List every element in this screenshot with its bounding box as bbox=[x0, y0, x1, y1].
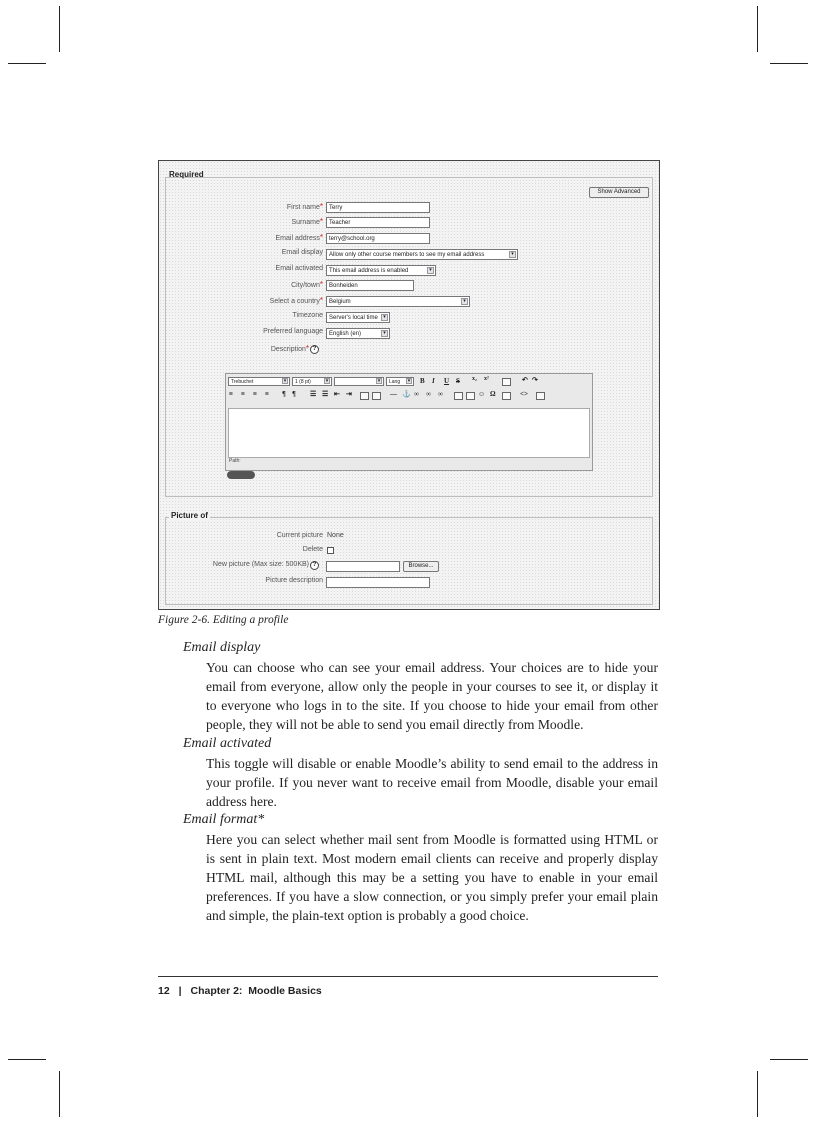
redo-icon[interactable]: ↷ bbox=[532, 376, 538, 384]
crop-mark bbox=[757, 6, 758, 52]
chevron-down-icon: ▾ bbox=[381, 330, 388, 337]
email-activated-select[interactable] bbox=[326, 265, 436, 276]
figure-caption: Figure 2-6. Editing a profile bbox=[158, 614, 289, 626]
picture-legend: Picture of bbox=[171, 511, 208, 520]
chevron-down-icon: ▾ bbox=[509, 251, 516, 258]
anchor-icon[interactable]: ⚓ bbox=[402, 390, 411, 398]
editor-help-button[interactable] bbox=[227, 471, 255, 479]
superscript-icon[interactable]: x² bbox=[484, 376, 489, 382]
city-input[interactable]: Bonheiden bbox=[326, 280, 414, 291]
html-source-icon[interactable]: <> bbox=[520, 390, 528, 398]
bold-button[interactable]: B bbox=[420, 377, 425, 385]
help-icon[interactable]: ? bbox=[310, 345, 319, 354]
editor-toolbar-top bbox=[226, 376, 592, 390]
link-icon[interactable]: ∞ bbox=[414, 390, 419, 398]
justify-icon[interactable]: ≡ bbox=[265, 390, 269, 398]
chevron-down-icon: ▾ bbox=[461, 298, 468, 305]
search-replace-icon[interactable] bbox=[502, 392, 511, 400]
editor-path-label: Path: bbox=[229, 458, 241, 464]
current-picture-label: Current picture bbox=[276, 532, 323, 539]
chevron-down-icon: ▾ bbox=[283, 378, 287, 384]
language-select[interactable] bbox=[326, 328, 390, 339]
insert-image-icon[interactable] bbox=[454, 392, 463, 400]
language-label: Preferred language bbox=[263, 328, 323, 335]
show-advanced-button[interactable]: Show Advanced bbox=[589, 187, 649, 198]
align-center-icon[interactable]: ≡ bbox=[241, 390, 245, 398]
footer-separator: | bbox=[178, 985, 182, 997]
editor-text-area[interactable] bbox=[228, 408, 590, 458]
nolink-icon[interactable]: ∞ bbox=[438, 390, 443, 398]
term-email-display: Email display bbox=[183, 640, 261, 655]
footer-rule bbox=[158, 976, 658, 977]
ltr-icon[interactable]: ¶ bbox=[282, 390, 286, 398]
definition-email-display: You can choose who can see your email address. Your choices are to hide your email from everyone, allow only the people in your courses to see it, or display it to everyone who logs in to the site. If you choose to hide your email from other people, they will not be able to send you email directly from Moodle. bbox=[206, 660, 658, 732]
surname-label: Surname* bbox=[291, 217, 323, 226]
new-picture-label: New picture (Max size: 500KB) bbox=[212, 561, 309, 568]
city-label: City/town* bbox=[291, 280, 323, 289]
first-name-label: First name* bbox=[286, 202, 323, 211]
chevron-down-icon: ▾ bbox=[427, 267, 434, 274]
crop-mark bbox=[59, 6, 60, 52]
editor-toolbar-bottom bbox=[226, 390, 592, 404]
email-address-label: Email address* bbox=[275, 233, 323, 242]
chevron-down-icon: ▾ bbox=[325, 378, 329, 384]
clean-html-icon[interactable] bbox=[502, 378, 511, 386]
italic-button[interactable]: I bbox=[432, 377, 435, 385]
html-editor bbox=[225, 373, 593, 471]
language-code-value: Lang bbox=[389, 379, 401, 385]
chapter-title: Chapter 2: Moodle Basics bbox=[190, 985, 322, 997]
email-address-input[interactable]: terry@school.org bbox=[326, 233, 430, 244]
align-left-icon[interactable]: ≡ bbox=[229, 390, 233, 398]
picture-description-input[interactable] bbox=[326, 577, 430, 588]
rtl-icon[interactable]: ¶ bbox=[292, 390, 296, 398]
insert-table-icon[interactable] bbox=[466, 392, 475, 400]
crop-mark bbox=[59, 1071, 60, 1117]
new-picture-input[interactable] bbox=[326, 561, 400, 572]
definition-email-activated: This toggle will disable or enable Moodle’s ability to send email to the address in your profile. If you never want to receive email from Moodle, disable your email address here. bbox=[206, 756, 658, 809]
term-email-activated: Email activated bbox=[183, 736, 272, 751]
background-color-icon[interactable] bbox=[372, 392, 381, 400]
timezone-label: Timezone bbox=[292, 312, 323, 319]
definition-email-format: Here you can select whether mail sent from Moodle is formatted using HTML or is sent in plain text. Most modern email clients can receive and properly display HTML mail, although this may be a setting you have to enable in your email preferences. If you have a slow connection, or you simply prefer your email plain and simple, the plain-text option is probably a good choice. bbox=[206, 832, 658, 923]
strikethrough-button[interactable]: S bbox=[456, 377, 460, 385]
profile-form-screenshot bbox=[158, 160, 660, 610]
country-select[interactable] bbox=[326, 296, 470, 307]
required-legend: Required bbox=[169, 170, 204, 179]
current-picture-value: None bbox=[327, 532, 344, 539]
style-select[interactable] bbox=[334, 377, 384, 386]
undo-icon[interactable]: ↶ bbox=[522, 376, 528, 384]
smiley-icon[interactable]: ☺ bbox=[478, 390, 486, 398]
crop-mark bbox=[770, 63, 808, 64]
underline-button[interactable]: U bbox=[444, 377, 450, 385]
font-family-select[interactable] bbox=[228, 377, 290, 386]
chevron-down-icon: ▾ bbox=[377, 378, 381, 384]
special-char-icon[interactable]: Ω bbox=[490, 390, 496, 398]
subscript-icon[interactable]: x₂ bbox=[472, 376, 477, 382]
delete-checkbox[interactable] bbox=[327, 547, 334, 554]
country-value: Belgium bbox=[329, 299, 351, 305]
align-right-icon[interactable]: ≡ bbox=[253, 390, 257, 398]
description-label: Description* bbox=[270, 344, 309, 353]
outdent-icon[interactable]: ⇤ bbox=[334, 390, 340, 398]
fullscreen-icon[interactable] bbox=[536, 392, 545, 400]
unlink-icon[interactable]: ∞ bbox=[426, 390, 431, 398]
crop-mark bbox=[770, 1059, 808, 1060]
email-display-label: Email display bbox=[281, 249, 323, 256]
chevron-down-icon: ▾ bbox=[407, 378, 411, 384]
crop-mark bbox=[8, 1059, 46, 1060]
language-value: English (en) bbox=[329, 331, 362, 337]
first-name-input[interactable]: Terry bbox=[326, 202, 430, 213]
crop-mark bbox=[8, 63, 46, 64]
browse-button[interactable]: Browse... bbox=[403, 561, 439, 572]
help-icon[interactable]: ? bbox=[310, 561, 319, 570]
email-activated-value: This email address is enabled bbox=[329, 268, 409, 274]
unordered-list-icon[interactable]: ☰ bbox=[322, 390, 329, 398]
text-color-icon[interactable] bbox=[360, 392, 369, 400]
chevron-down-icon: ▾ bbox=[381, 314, 388, 321]
surname-input[interactable]: Teacher bbox=[326, 217, 430, 228]
page-number: 12 bbox=[158, 985, 170, 997]
timezone-value: Server's local time bbox=[329, 315, 378, 321]
indent-icon[interactable]: ⇥ bbox=[346, 390, 352, 398]
country-label: Select a country* bbox=[269, 296, 323, 305]
font-size-value: 1 (8 pt) bbox=[295, 379, 311, 385]
crop-mark bbox=[757, 1071, 758, 1117]
email-display-select[interactable] bbox=[326, 249, 518, 260]
language-code-select[interactable] bbox=[386, 377, 414, 386]
delete-label: Delete bbox=[302, 546, 323, 553]
font-size-select[interactable] bbox=[292, 377, 332, 386]
page-footer bbox=[158, 985, 322, 997]
font-family-value: Trebuchet bbox=[231, 379, 254, 385]
picture-description-label: Picture description bbox=[265, 577, 323, 584]
email-activated-label: Email activated bbox=[275, 265, 323, 272]
ordered-list-icon[interactable]: ☰ bbox=[310, 390, 317, 398]
email-display-value: Allow only other course members to see my email address bbox=[329, 252, 485, 258]
term-email-format: Email format* bbox=[183, 812, 265, 827]
timezone-select[interactable] bbox=[326, 312, 390, 323]
horizontal-rule-icon[interactable]: — bbox=[390, 390, 397, 398]
